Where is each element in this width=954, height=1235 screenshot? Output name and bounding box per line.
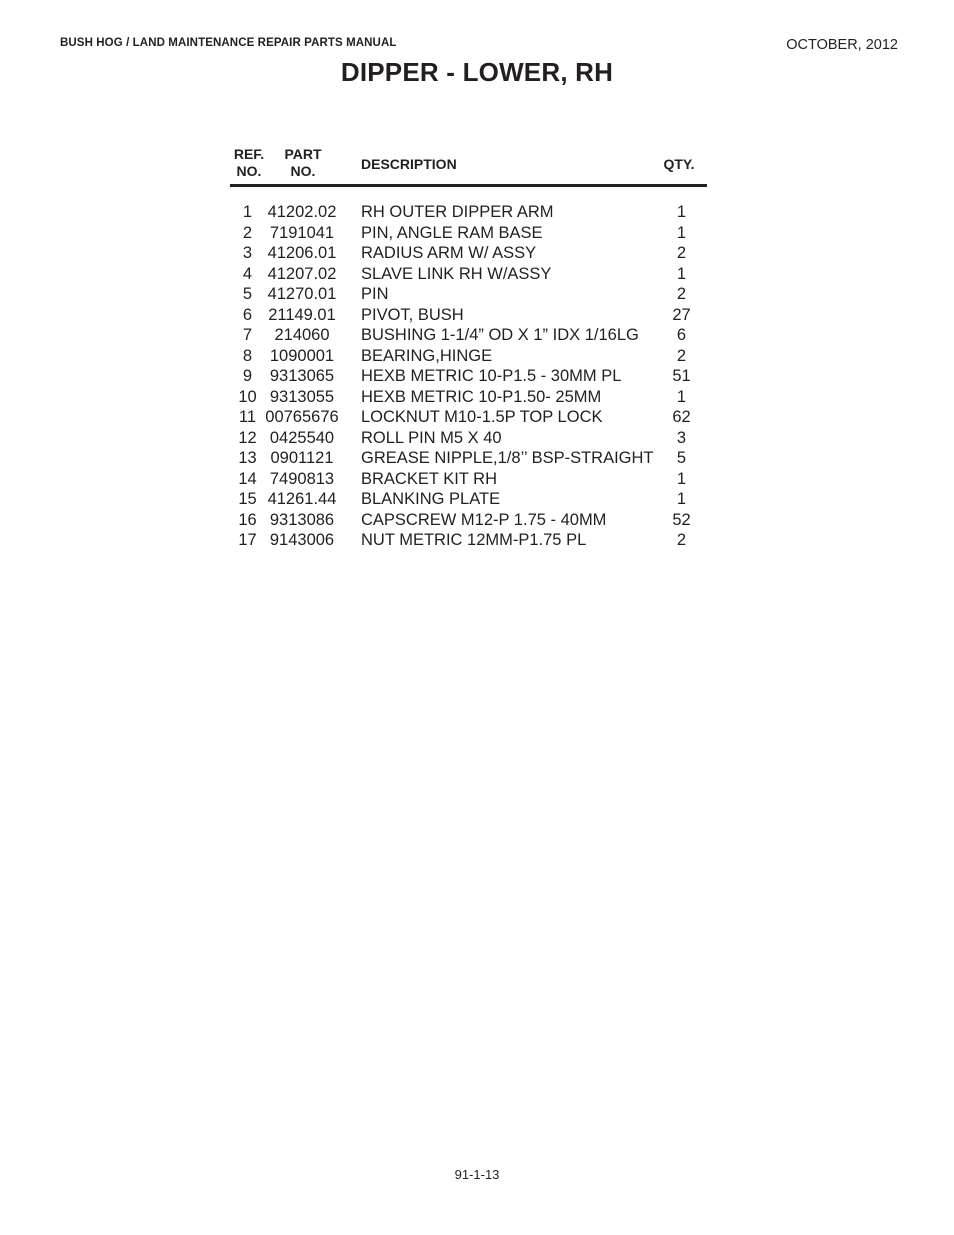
part-no-cell: 41270.01 <box>267 285 337 303</box>
part-no-cell: 0425540 <box>269 428 335 447</box>
part-no-header <box>268 146 338 180</box>
part-no-cell: 41207.02 <box>267 264 337 283</box>
qty-cell: 1 <box>676 387 687 406</box>
qty-cell: 6 <box>676 326 687 344</box>
part-no-cell: 9143006 <box>269 531 335 549</box>
qty-cell: 1 <box>676 469 687 488</box>
part-no-header-line1: PART <box>284 146 322 162</box>
ref-no-cell: 3 <box>242 244 253 262</box>
ref-no-cell: 6 <box>242 305 253 324</box>
qty-cell: 27 <box>672 305 691 324</box>
table-row <box>230 346 707 367</box>
description-cell: RH OUTER DIPPER ARM <box>361 203 554 221</box>
description-cell: CAPSCREW M12-P 1.75 - 40MM <box>361 510 607 529</box>
part-no-cell: 21149.01 <box>268 305 336 324</box>
part-no-cell: 214060 <box>274 326 330 344</box>
ref-no-cell: 13 <box>238 449 257 467</box>
table-row <box>230 223 707 244</box>
table-row <box>230 366 707 387</box>
part-no-cell: 41261.44 <box>267 490 337 508</box>
part-no-cell: 0901121 <box>270 449 334 467</box>
qty-cell: 2 <box>676 244 687 262</box>
part-no-cell: 00765676 <box>265 408 339 426</box>
publication-date: OCTOBER, 2012 <box>786 37 898 53</box>
part-no-cell: 1090001 <box>269 346 335 365</box>
ref-no-header-line1: REF. <box>233 146 265 162</box>
description-cell: BUSHING 1-1/4” OD X 1” IDX 1/16LG <box>361 326 639 344</box>
table-row <box>230 530 707 551</box>
description-cell: SLAVE LINK RH W/ASSY <box>361 264 552 283</box>
table-row <box>230 428 707 449</box>
table-row <box>230 387 707 408</box>
description-header: DESCRIPTION <box>361 156 457 172</box>
qty-cell: 2 <box>676 346 687 365</box>
ref-no-cell: 8 <box>242 346 253 365</box>
page-number: 91-1-13 <box>454 1167 500 1182</box>
table-row <box>230 489 707 510</box>
qty-cell: 1 <box>676 203 687 221</box>
parts-table <box>230 146 707 551</box>
manual-title: BUSH HOG / LAND MAINTENANCE REPAIR PARTS MANUAL <box>60 37 397 49</box>
ref-no-cell: 1 <box>242 203 253 221</box>
part-no-cell: 9313055 <box>269 387 335 406</box>
ref-no-cell: 10 <box>238 387 257 406</box>
ref-no-cell: 2 <box>242 223 253 242</box>
part-no-cell: 9313065 <box>269 367 335 385</box>
qty-cell: 1 <box>676 223 687 242</box>
qty-cell: 2 <box>676 285 687 303</box>
description-cell: HEXB METRIC 10-P1.50- 25MM <box>361 387 602 406</box>
parts-table-body <box>230 202 707 551</box>
qty-cell: 52 <box>672 510 691 529</box>
part-no-cell: 41202.02 <box>267 203 337 221</box>
part-no-header-line2: NO. <box>290 163 316 179</box>
table-row <box>230 407 707 428</box>
qty-cell: 62 <box>672 408 691 426</box>
parts-table-header <box>230 146 707 187</box>
table-row <box>230 325 707 346</box>
part-no-cell: 7490813 <box>269 469 335 488</box>
part-no-cell: 9313086 <box>269 510 335 529</box>
table-row <box>230 264 707 285</box>
description-cell: NUT METRIC 12MM-P1.75 PL <box>361 531 587 549</box>
description-cell: LOCKNUT M10-1.5P TOP LOCK <box>361 408 603 426</box>
qty-cell: 3 <box>676 428 687 447</box>
ref-no-header-line2: NO. <box>236 163 262 179</box>
qty-cell: 5 <box>676 449 687 467</box>
ref-no-cell: 14 <box>238 469 257 488</box>
ref-no-cell: 16 <box>238 510 257 529</box>
ref-no-cell: 15 <box>238 490 257 508</box>
table-row <box>230 469 707 490</box>
table-row <box>230 284 707 305</box>
ref-no-cell: 12 <box>238 428 257 447</box>
description-cell: PIVOT, BUSH <box>361 305 464 324</box>
ref-no-cell: 5 <box>242 285 253 303</box>
description-cell: BEARING,HINGE <box>361 346 493 365</box>
description-cell: PIN <box>361 285 389 303</box>
qty-header: QTY. <box>663 156 695 172</box>
table-row <box>230 448 707 469</box>
ref-no-cell: 7 <box>242 326 253 344</box>
description-cell: RADIUS ARM W/ ASSY <box>361 244 537 262</box>
ref-no-cell: 11 <box>238 408 257 426</box>
table-row <box>230 202 707 223</box>
page-title: DIPPER - LOWER, RH <box>340 57 614 87</box>
description-cell: BRACKET KIT RH <box>361 469 498 488</box>
ref-no-cell: 9 <box>242 367 253 385</box>
qty-cell: 51 <box>672 367 691 385</box>
part-no-cell: 7191041 <box>269 223 335 242</box>
qty-cell: 1 <box>676 490 687 508</box>
description-cell: ROLL PIN M5 X 40 <box>361 428 502 447</box>
ref-no-header <box>230 146 268 180</box>
description-cell: HEXB METRIC 10-P1.5 - 30MM PL <box>361 367 622 385</box>
ref-no-cell: 17 <box>238 531 257 549</box>
table-row <box>230 510 707 531</box>
table-row <box>230 305 707 326</box>
part-no-cell: 41206.01 <box>267 244 337 262</box>
description-cell: PIN, ANGLE RAM BASE <box>361 223 543 242</box>
description-cell: BLANKING PLATE <box>361 490 501 508</box>
description-cell: GREASE NIPPLE,1/8’’ BSP-STRAIGHT <box>361 449 654 467</box>
qty-cell: 2 <box>676 531 687 549</box>
qty-cell: 1 <box>676 264 687 283</box>
table-row <box>230 243 707 264</box>
ref-no-cell: 4 <box>242 264 253 283</box>
